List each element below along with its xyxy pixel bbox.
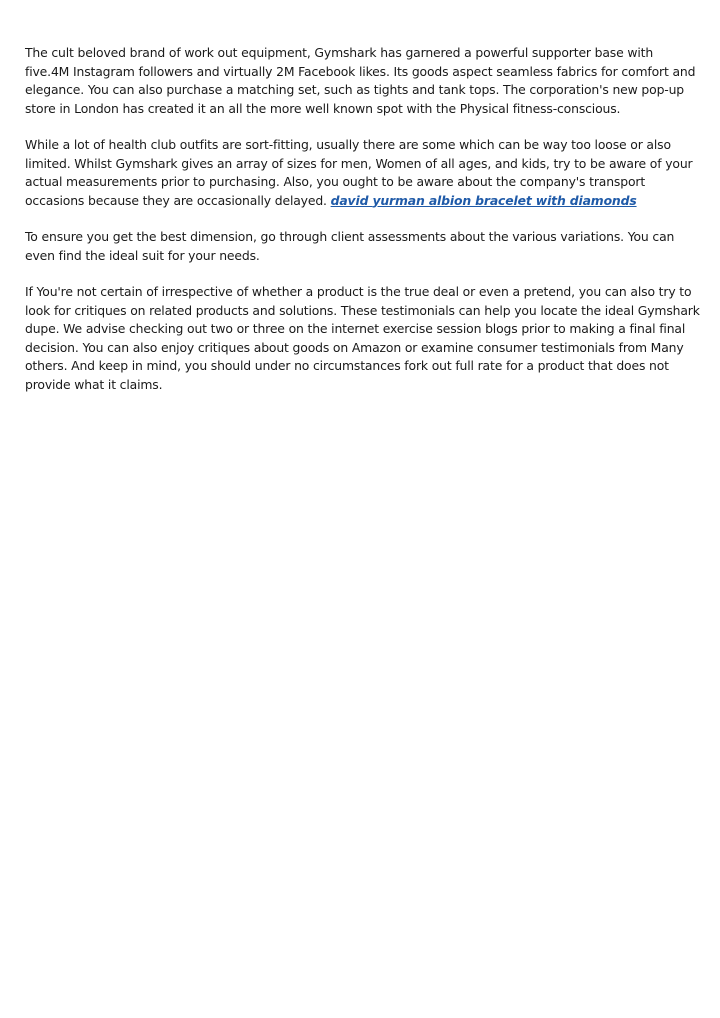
paragraph-1 (25, 44, 700, 118)
paragraph-2-text: While a lot of health club outfits are sort-fitting, usually there are some which can be way too loose or also limited. Whilst Gymshark gives an array of sizes for men, Women of all ages, and kids, try to be aware of your actual measurements prior to purchasing. Also, you ought to be aware about the company's transport occasions because they are occasionally delayed. (25, 137, 693, 208)
document-body (25, 44, 700, 412)
paragraph-3-text: To ensure you get the best dimension, go through client assessments about the various variations. You can even find the ideal suit for your needs. (25, 229, 675, 263)
paragraph-3 (25, 228, 700, 265)
paragraph-4-text: If You're not certain of irrespective of whether a product is the true deal or even a pretend, you can also try to look for critiques on related products and solutions. These testimonials can help you locate the ideal Gymshark dupe. We advise checking out two or three on the internet exercise session blogs prior to making a final final decision. You can also enjoy critiques about goods on Amazon or examine consumer testimonials from Many others. And keep in mind, you should under no circumstances fork out full rate for a product that does not provide what it claims. (25, 284, 700, 392)
paragraph-1-text: The cult beloved brand of work out equipment, Gymshark has garnered a powerful supporter base with five.4M Instagram followers and virtually 2M Facebook likes. Its goods aspect seamless fabrics for comfort and elegance. You can also purchase a matching set, such as tights and tank tops. The corporation's new pop-up store in London has created it an all the more well known spot with the Physical fitness-conscious. (25, 45, 696, 116)
paragraph-4 (25, 283, 700, 394)
paragraph-2 (25, 136, 700, 210)
product-link[interactable]: david yurman albion bracelet with diamonds (330, 192, 637, 208)
